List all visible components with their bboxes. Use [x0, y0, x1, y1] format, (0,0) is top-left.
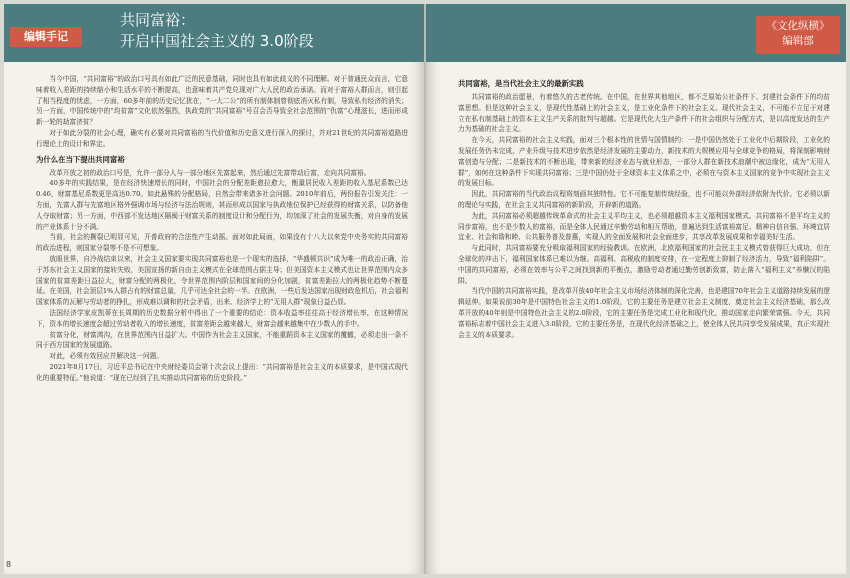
paragraph: 因此，共同富裕的当代政治议程将刻画其独特性。它不可能复制传统经验，也不可能以外部经济依附为代价。它必须以新的理论与实践，在社会主义共同富裕的新阶段，开辟新的道路。: [458, 190, 830, 209]
paragraph: 40多年的实践结果，是在经济快速增长的同时，中国社会的分配差距愈拉愈大，衡量居民收入差距的收入基尼系数已达0.46，财富基尼系数更是高达0.70。如此悬殊的分配格局，自然会带来诸多社会问题。2010年前后，两份报告引发关注：一方面，先富人群与先富地区格外强调市场与经济与法治规则，甚而形成以国家与执政地位保护已经获得的财富关系，以防备他人夺取财富；另一方面，中西部不发达地区隔阂于财富关系的制度设计和分配行为，均加深了社会的发展失衡，对自身的发展的产业体系十分不满。: [36, 179, 408, 231]
publication-name: 《文化纵横》: [766, 20, 830, 32]
paragraph: 当今中国，“共同富裕”的政治口号具有如此广泛的民意基础，同时也具有如此歧义的不同理解。对于普通民众而言，它意味着收入差距的持续缩小和生活水平的不断提高，也意味着共产党兑现对广大人民的政治承诺。而对于富裕人群而言，则引起了相当程度的忧虑，一方面，60多年前的历史记忆犹在，“一大二公”的所有制体制曾彻底消灭私有制，导致私有经济的消失；另一方面，中国传统中的“均贫富”文化依然强烈，执政党的“共同富裕”号召会否导致全社会范围的“仇富”心理滋长，进而形成新一轮的劫富济贫？: [36, 75, 408, 127]
section-heading: 为什么在当下提出共同富裕: [36, 154, 125, 164]
page-gutter: [424, 4, 426, 574]
paragraph: 为此，共同富裕必须超越传统革命式的社会主义平均主义，也必须超越资本主义福利国家模式。共同富裕不是平均主义的同步富裕，也不是少数人的富裕，而是全体人民通过辛勤劳动和相互帮助，普遍达到生活富裕富足、精神自信自强、环境宜居宜业、社会和谐和睦、公共服务普及普惠，实现人的全面发展和社会全面进步，共享改革发展成果和幸福美好生活。: [458, 211, 830, 242]
paragraph: 共同富裕的政治愿景，有着悠久的古老传统。在中国，在世界其他地区，都不乏原始公社条件下、封建社会条件下的均贫富思想。但是这种社会主义，是现代性基础上的社会主义，是工业化条件下的社会主义。现代社会主义，不可能不立足于对建立在私有制基础上的资本主义生产关系的批判与超越。它是现代化大生产条件下的社会组织与分配方式，是以高度发达的生产力为基础的社会主义。: [458, 93, 830, 134]
title-line-1: 共同富裕：: [120, 11, 196, 29]
right-article-column: [458, 74, 830, 340]
paragraph: 对此，必须有效回应并解决这一问题。: [49, 352, 164, 361]
left-article-column: [36, 74, 408, 384]
paragraph: 放眼世界，自冷战结束以来，社会主义国家要实现共同富裕也是一个现实的选择，“华盛顿共识”成为唯一的政治正确，治于苏东社会主义国家的接转失败，美国宣扬的新自由主义模式在全球范围占据主导；但美国资本主义模式也让世界范围内众多国家的贫富差距日益拉大，财富分配的两极化，令世界范围内阶层和国家间的分化加剧，贫富差距拉大的两极化趋势不断蔓延。在美国，社会顶层1%人群占有的财富总量，几乎可达全社会的一半。在欧洲，一些后发达国家出现财政危机后，社会福利国家体系的瓦解与劳动者的挣扎，形成难以调和的社会矛盾，出来、经济学上的“无用人群”现象日益凸显。: [36, 254, 408, 307]
paragraph: 当前，社会的撕裂已明显可见，开普政府的合法性产生动摇。面对如此局面，如果没有十八大以来党中央务实的共同富裕的政治进程，则国家分裂等不是不可想象。: [36, 233, 408, 253]
section-heading: 共同富裕，是当代社会主义的最新实践: [458, 79, 584, 88]
article-title: [120, 10, 314, 52]
section-tag: 编辑手记: [10, 27, 82, 47]
title-line-2: 开启中国社会主义的 3.0阶段: [120, 32, 314, 50]
publication-tag: [756, 16, 840, 54]
paragraph: 2021年8月17日，习近平总书记在中央财经委员会第十次会议上提出：“共同富裕是社会主义的本质要求，是中国式现代化的重要特征。”他说道：“现在已经到了扎实推动共同富裕的历史阶段。”: [36, 362, 408, 382]
paragraph: 对于如此分裂的社会心理，确实有必要对共同富裕的当代价值和历史意义进行深入的探讨，并对21世纪的共同富裕道路进行理论上的设计和界定。: [36, 128, 408, 148]
paragraph: 法国经济学家皮凯蒂在长周期的历史数据分析中得出了一个重要的结论：资本收益率往往高于经济增长率，在这种情况下，资本的增长速度会超过劳动者收入的增长速度，贫富差距会越来越大，财富会越来越集中在少数人的手中。: [36, 308, 408, 328]
paragraph: 当代中国的共同富裕实践，是改革开放40年社会主义市场经济体制的深化完善，也是建国70年社会主义道路持续发展的逻辑延伸。如果说前30年是中国特色社会主义的1.0阶段，它的主要任务是建立社会主义制度，奠定社会主义经济基础，那么改革开放的40年则是中国特色社会主义的2.0阶段，它的主要任务是完成工业化和现代化，推动国家走向繁荣富强。今天，共同富裕标志着中国社会主义进入3.0阶段，它的主要任务是，在现代化经济基础之上，使全体人民共同享受发展成果，真正实现社会主义的本质要求。: [458, 287, 830, 339]
paragraph: 与此同时，共同富裕要充分吸取福利国家的经验教训。在欧洲，北欧福利国家的社会民主主义模式曾获得巨大成功，但在全球化的冲击下，福利国家体系已难以为继。高福利、高税收的制度安排，在一定程度上抑制了经济活力，导致“福利陷阱”。中国的共同富裕，必须在效率与公平之间找到新的平衡点，激励劳动者通过勤劳创新致富，防止落入“福利主义”养懒汉的陷阱。: [458, 244, 830, 285]
page-number: 8: [6, 560, 12, 569]
publication-department: 编辑部: [782, 35, 814, 47]
paragraph: 在今天，共同富裕的社会主义实践，面对三个根本性的世情与国情制约：一是中国仍然处于工业化中后期阶段，工业化的发展任务仍未完成，产业升级与技术进步依然是经济发展的主要动力，新技术的大规模应用与全球竞争的格局，将深刻影响财富创造与分配；二是新技术的不断出现，带来新的经济业态与就业形态，一部分人群在新技术浪潮中被边缘化，成为“无用人群”，如何在这种条件下实现共同富裕；三是中国仍处于全球资本主义体系之中，必须在与资本主义国家的竞争中实现社会主义的发展目标。: [458, 136, 830, 188]
paragraph: 贫富分化，财富鸿沟，在世界范围内日益扩大。中国作为社会主义国家，不能重蹈资本主义国家的覆辙，必须走出一条不同于西方国家的发展道路。: [36, 330, 408, 350]
paragraph: 改革开放之初的政治口号是，允许一部分人与一部分地区先富起来，然后通过先富带动后富，走向共同富裕。: [49, 168, 371, 177]
